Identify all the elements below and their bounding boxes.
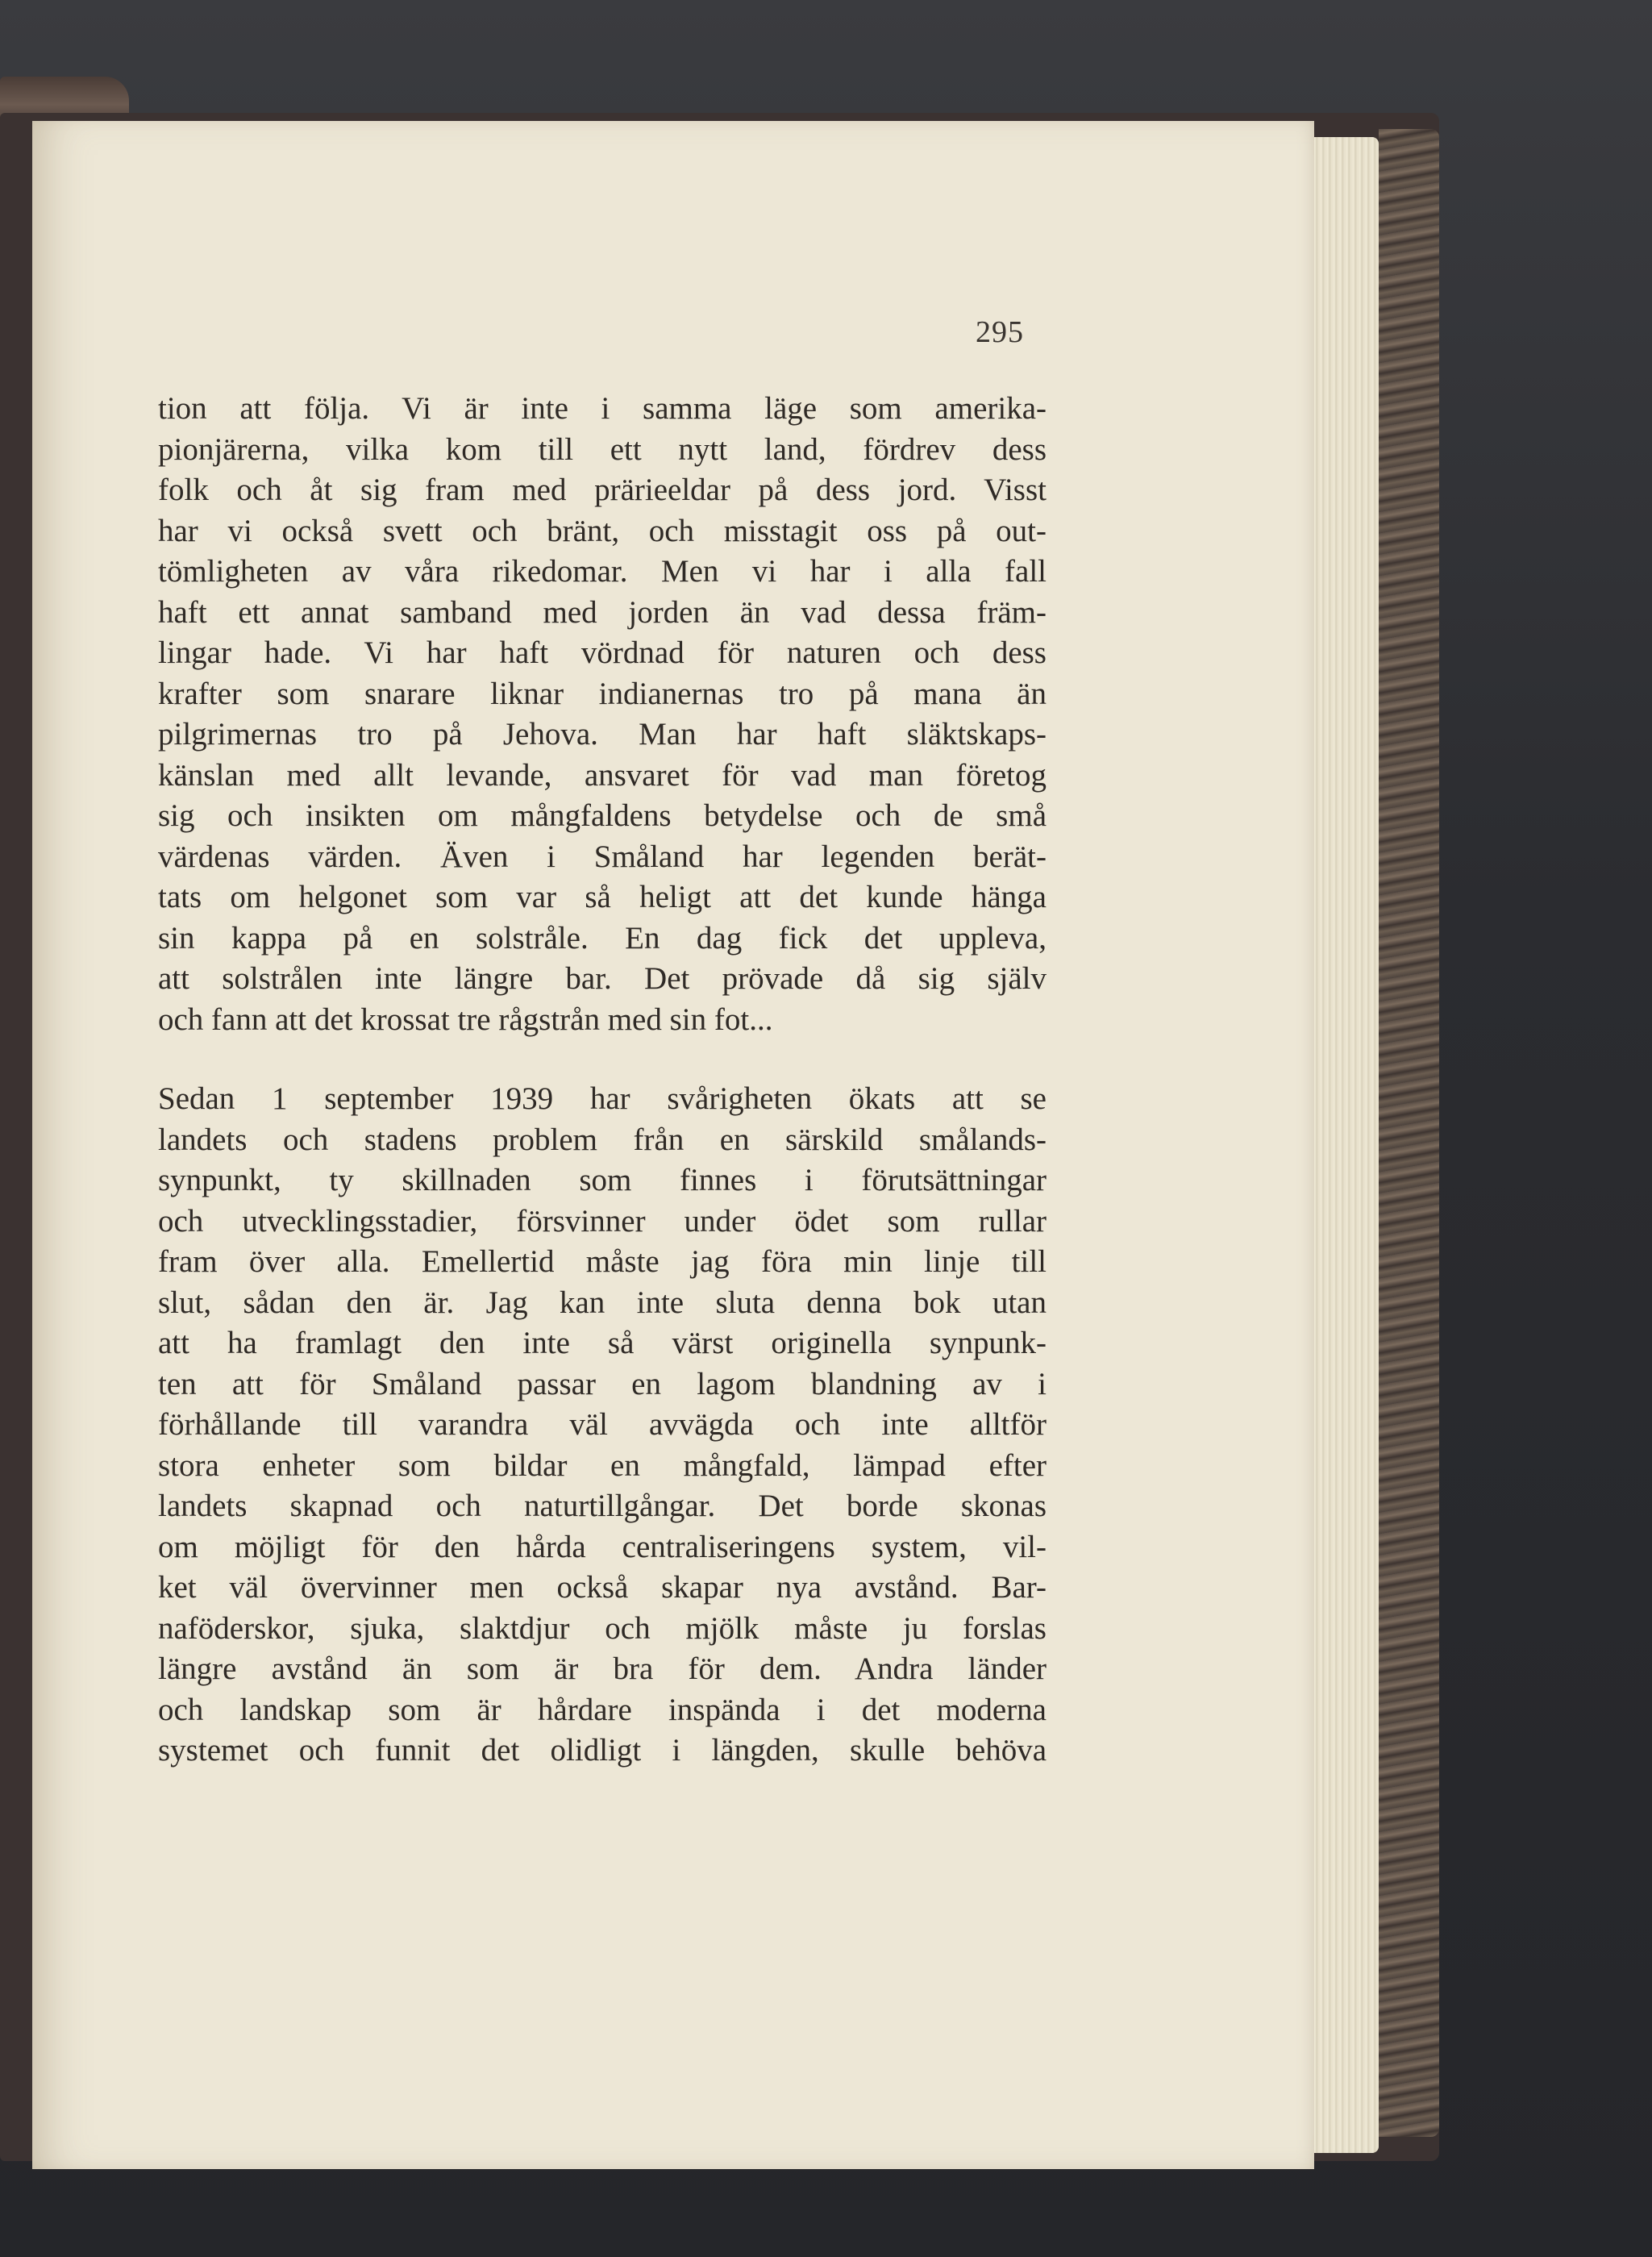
text-line: stora enheter som bildar en mångfald, lämpad efter xyxy=(158,1447,1047,1483)
text-line: tömligheten av våra rikedomar. Men vi har i alla fall xyxy=(158,554,1047,589)
paragraph-1 xyxy=(158,389,1047,1040)
page-edges xyxy=(1306,137,1379,2153)
text-line: har vi också svett och bränt, och misstagit oss på out- xyxy=(158,513,1047,548)
text-line: förhållande till varandra väl avvägda och inte alltför xyxy=(158,1407,1047,1442)
text-line: om möjligt för den hårda centraliseringens system, vil- xyxy=(158,1529,1047,1564)
text-line: lingar hade. Vi har haft vördnad för naturen och dess xyxy=(158,635,1047,670)
text-line: tats om helgonet som var så heligt att det kunde hänga xyxy=(158,880,1047,914)
text-line: längre avstånd än som är bra för dem. Andra länder xyxy=(158,1651,1047,1686)
text-line: Sedan 1 september 1939 har svårigheten ökats att se xyxy=(158,1081,1047,1116)
text-line: att ha framlagt den inte så värst originella synpunk- xyxy=(158,1326,1047,1360)
text-line: naföderskor, sjuka, slaktdjur och mjölk måste ju forslas xyxy=(158,1610,1047,1646)
text-line: landets skapnad och naturtillgångar. Det borde skonas xyxy=(158,1489,1047,1523)
paragraph-2 xyxy=(158,1079,1047,1772)
page-number: 295 xyxy=(976,315,1024,349)
text-line: fram över alla. Emellertid måste jag föra min linje till xyxy=(158,1244,1047,1279)
text-line: att solstrålen inte längre bar. Det prövade då sig själv xyxy=(158,961,1047,996)
text-line: krafter som snarare liknar indianernas tro på mana än xyxy=(158,676,1047,711)
text-line: landets och stadens problem från en särskild smålands- xyxy=(158,1122,1047,1157)
text-line: känslan med allt levande, ansvaret för vad man företog xyxy=(158,757,1047,793)
book-cover-edge xyxy=(1379,129,1439,2137)
text-line: och landskap som är hårdare inspända i det moderna xyxy=(158,1692,1047,1727)
text-line: ten att för Småland passar en lagom blandning av i xyxy=(158,1366,1047,1401)
text-line: ket väl övervinner men också skapar nya avstånd. Bar- xyxy=(158,1570,1047,1605)
text-line: och utvecklingsstadier, försvinner under ödet som rullar xyxy=(158,1203,1047,1239)
text-line: pilgrimernas tro på Jehova. Man har haft släktskaps- xyxy=(158,717,1047,752)
text-line: haft ett annat samband med jorden än vad dessa främ- xyxy=(158,594,1047,630)
text-line: slut, sådan den är. Jag kan inte sluta denna bok utan xyxy=(158,1285,1047,1320)
text-line: sig och insikten om mångfaldens betydelse och de små xyxy=(158,798,1047,833)
text-line: pionjärerna, vilka kom till ett nytt land, fördrev dess xyxy=(158,431,1047,467)
text-line: tion att följa. Vi är inte i samma läge som amerika- xyxy=(158,391,1047,426)
text-line: värdenas värden. Även i Småland har legenden berät- xyxy=(158,839,1047,874)
text-line: systemet och funnit det olidligt i längden, skulle behöva xyxy=(158,1733,1047,1768)
text-line: synpunkt, ty skillnaden som finnes i förutsättningar xyxy=(158,1163,1047,1197)
text-line: folk och åt sig fram med prärieeldar på dess jord. Visst xyxy=(158,473,1047,507)
text-line: sin kappa på en solstråle. En dag fick det uppleva, xyxy=(158,920,1047,956)
text-line: och fann att det krossat tre rågstrån med sin fot... xyxy=(158,1001,773,1037)
